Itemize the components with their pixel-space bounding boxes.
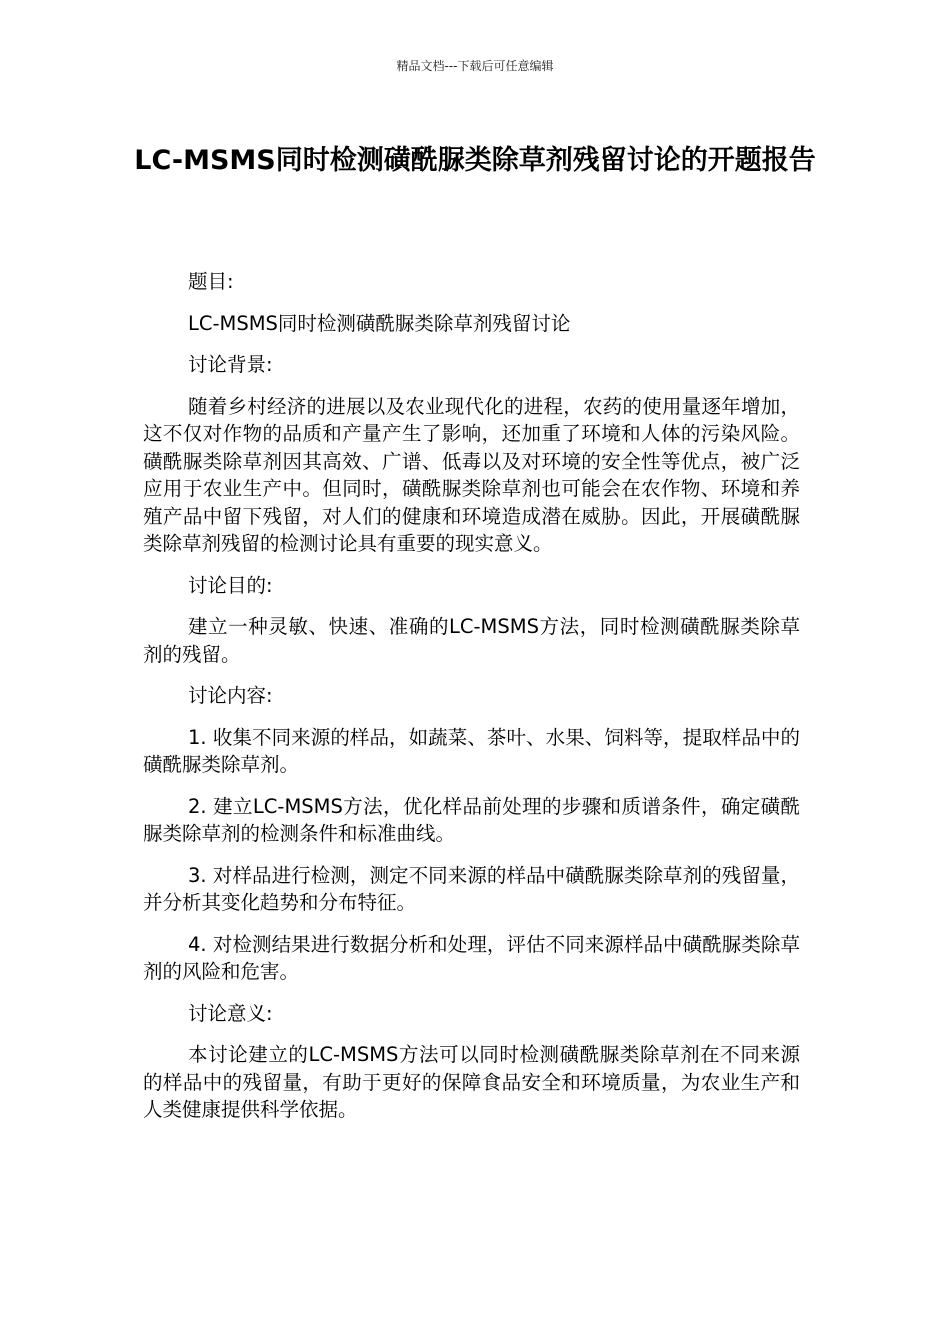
background-label: 讨论背景: xyxy=(188,353,273,376)
content-item-4: 4. 对检测结果进行数据分析和处理，评估不同来源样品中磺酰脲类除草剂的风险和危害。 xyxy=(143,932,800,983)
significance-paragraph: 本讨论建立的LC-MSMS方法可以同时检测磺酰脲类除草剂在不同来源的样品中的残留量，有助于更好的保障食品安全和环境质量，为农业生产和人类健康提供科学依据。 xyxy=(143,1043,800,1121)
purpose-paragraph: 建立一种灵敏、快速、准确的LC-MSMS方法，同时检测磺酰脲类除草剂的残留。 xyxy=(143,615,800,666)
content-item-3: 3. 对样品进行检测，测定不同来源的样品中磺酰脲类除草剂的残留量，并分析其变化趋势和分布特征。 xyxy=(143,863,800,914)
content-item-1: 1. 收集不同来源的样品，如蔬菜、茶叶、水果、饲料等，提取样品中的磺酰脲类除草剂。 xyxy=(143,725,800,776)
header-note: 精品文档---下载后可任意编辑 xyxy=(396,59,554,73)
content-item-2: 2. 建立LC-MSMS方法，优化样品前处理的步骤和质谱条件，确定磺酰脲类除草剂的检测条件和标准曲线。 xyxy=(143,794,800,845)
content-label: 讨论内容: xyxy=(188,684,273,707)
topic-label: 题目: xyxy=(188,270,234,293)
document-title: LC-MSMS同时检测磺酰脲类除草剂残留讨论的开题报告 xyxy=(134,145,816,176)
background-paragraph: 随着乡村经济的进展以及农业现代化的进程，农药的使用量逐年增加，这不仅对作物的品质和产量产生了影响，还加重了环境和人体的污染风险。磺酰脲类除草剂因其高效、广谱、低毒以及对环境的安全性等优点，被广泛应用于农业生产中。但同时，磺酰脲类除草剂也可能会在农作物、环境和养殖产品中留下残留，对人们的健康和环境造成潜在威胁。因此，开展磺酰脲类除草剂残留的检测讨论具有重要的现实意义。 xyxy=(143,394,800,555)
document-body xyxy=(143,268,800,1138)
topic-text: LC-MSMS同时检测磺酰脲类除草剂残留讨论 xyxy=(188,311,571,335)
purpose-label: 讨论目的: xyxy=(188,573,273,597)
significance-label: 讨论意义: xyxy=(188,1001,273,1025)
